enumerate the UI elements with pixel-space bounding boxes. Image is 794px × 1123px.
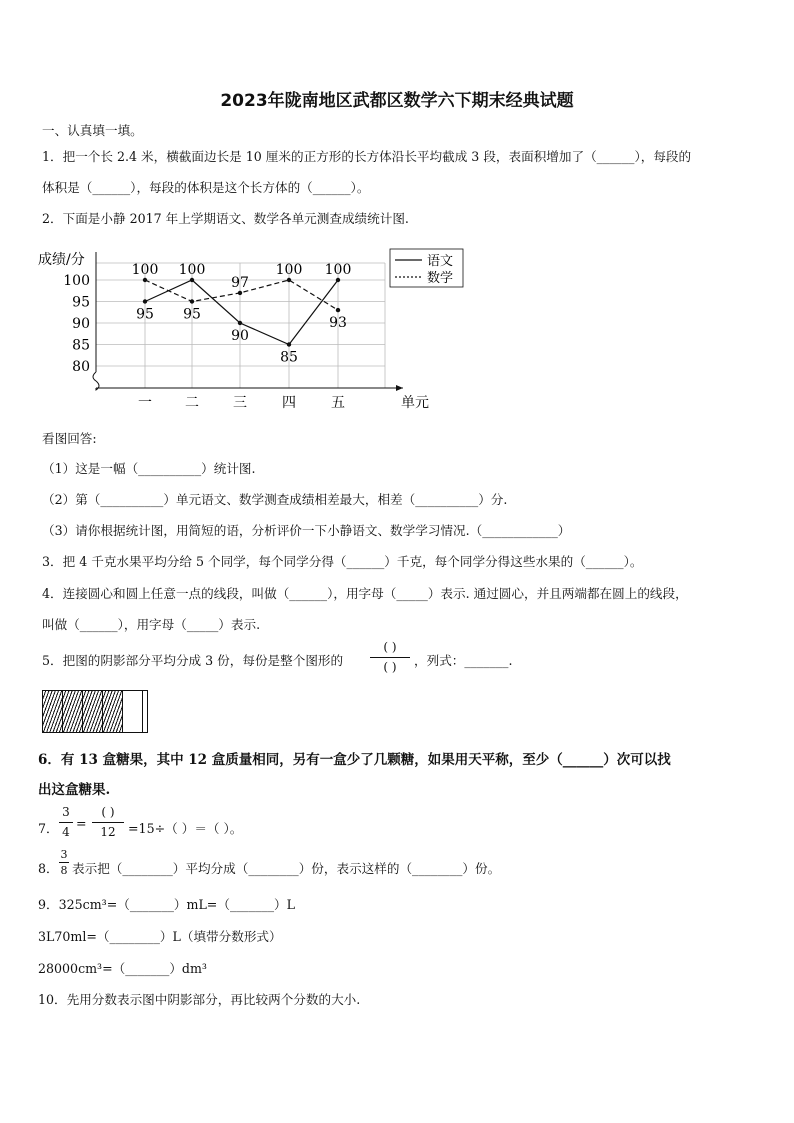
q9-line1: 9．325cm³=（_______）mL=（_______）L [38, 897, 295, 912]
q5-text-before: 5．把图的阴影部分平均分成 3 份，每份是整个图形的 [42, 653, 344, 668]
x-tick-label: 四 [282, 395, 296, 411]
data-label-shuxue: 95 [183, 306, 201, 323]
q8-rest: 表示把（________）平均分成（________）份，表示这样的（________）份。 [72, 861, 501, 876]
legend-label-yuwen: 语文 [427, 254, 454, 269]
data-label-shuxue: 93 [329, 315, 347, 332]
q7-fraction1-bar [59, 822, 73, 823]
q7-fraction1-numerator: 3 [62, 805, 70, 819]
y-tick-label: 85 [72, 337, 90, 354]
q7-number: 7． [38, 821, 59, 836]
data-label-yuwen: 95 [136, 306, 154, 323]
x-tick-label: 一 [138, 395, 152, 411]
q6-line1: 6．有 13 盒糖果，其中 12 盒质量相同，另有一盒少了几颗糖，如果用天平称，至少（______）次可以找 [38, 752, 671, 768]
data-point-yuwen [143, 299, 147, 303]
legend-label-shuxue: 数学 [427, 271, 454, 286]
q2-sub2: （2）第（__________）单元语文、数学测查成绩相差最大，相差（__________）分. [42, 492, 508, 507]
shaded-part [62, 690, 83, 733]
data-point-shuxue [143, 278, 147, 282]
x-axis-label: 单元 [401, 395, 429, 411]
section-heading: 一、认真填一填。 [42, 123, 143, 138]
y-tick-label: 90 [72, 316, 90, 332]
q4-line1: 4．连接圆心和圆上任意一点的线段，叫做（______），用字母（_____）表示. 通过圆心，并且两端都在圆上的线段， [42, 586, 688, 601]
shaded-part [42, 690, 63, 733]
q7-fraction2-denominator: 12 [100, 825, 116, 839]
data-point-yuwen [238, 321, 242, 325]
q5-fraction-denominator: ( ) [383, 660, 397, 674]
data-label-yuwen: 100 [178, 262, 206, 278]
data-label-shuxue: 97 [231, 274, 249, 291]
q9-line3: 28000cm³=（_______）dm³ [38, 961, 207, 976]
data-point-shuxue [190, 299, 194, 303]
line-chart [30, 243, 470, 413]
x-tick-label: 五 [331, 395, 345, 411]
x-tick-label: 二 [185, 395, 199, 411]
q5-text-after: ，列式：_______. [414, 653, 513, 668]
data-point-shuxue [336, 308, 340, 312]
data-label-yuwen: 90 [231, 328, 249, 344]
q6-line2: 出这盒糖果. [38, 782, 111, 798]
q7-rest: =15÷（ ）＝（ ）。 [128, 821, 243, 836]
data-label-yuwen: 85 [280, 349, 298, 366]
shaded-part [102, 690, 123, 733]
q2-sub1: （1）这是一幅（__________）统计图. [42, 461, 256, 476]
data-point-yuwen [336, 278, 340, 282]
y-tick-label: 95 [72, 294, 90, 311]
q10-text: 10．先用分数表示图中阴影部分，再比较两个分数的大小. [38, 992, 361, 1007]
data-point-shuxue [238, 291, 242, 295]
data-point-yuwen [287, 342, 291, 346]
y-axis-break [93, 372, 99, 390]
q5-fraction-numerator: ( ) [383, 640, 397, 654]
x-axis-arrow [396, 385, 403, 391]
y-axis-label: 成绩/分 [38, 252, 85, 268]
q5-fraction-bar [370, 657, 410, 658]
q2-ask: 看图回答: [42, 431, 97, 446]
q8-number: 8． [38, 861, 59, 876]
data-point-yuwen [190, 278, 194, 282]
data-point-shuxue [287, 278, 291, 282]
q8-fraction-bar [59, 862, 69, 863]
q7-equals: = [76, 816, 87, 831]
q2-sub3: （3）请你根据统计图，用简短的语，分析评价一下小静语文、数学学习情况.（____________） [42, 523, 571, 538]
q8-fraction-numerator: 3 [60, 848, 68, 861]
unshaded-part [122, 690, 143, 733]
q7-fraction1-denominator: 4 [62, 825, 70, 839]
q1-line1: 1．把一个长 2.4 米，横截面边长是 10 厘米的正方形的长方体沿长平均截成 3 段，表面积增加了（______），每段的 [42, 149, 692, 164]
q3-text: 3．把 4 千克水果平均分给 5 个同学，每个同学分得（______）千克，每个同学分得这些水果的（______）。 [42, 554, 643, 569]
x-tick-label: 三 [233, 395, 247, 411]
y-tick-label: 100 [63, 273, 90, 289]
shaded-part [82, 690, 103, 733]
y-tick-label: 80 [72, 359, 90, 375]
data-label-shuxue: 100 [275, 262, 303, 278]
page-title: 2023年陇南地区武都区数学六下期末经典试题 [220, 91, 574, 111]
q2-intro: 2．下面是小静 2017 年上学期语文、数学各单元测查成绩统计图. [42, 211, 409, 226]
q1-line2: 体积是（______），每段的体积是这个长方体的（______）。 [42, 180, 370, 195]
q4-line2: 叫做（______），用字母（_____）表示. [42, 617, 261, 632]
data-label-shuxue: 100 [131, 262, 159, 278]
q7-fraction2-numerator: ( ) [101, 805, 115, 819]
unshaded-part [142, 690, 148, 733]
data-label-yuwen: 100 [324, 262, 352, 278]
q8-fraction-denominator: 8 [60, 864, 68, 877]
q9-line2: 3L70ml=（________）L（填带分数形式） [38, 929, 282, 944]
q7-fraction2-bar [92, 822, 124, 823]
